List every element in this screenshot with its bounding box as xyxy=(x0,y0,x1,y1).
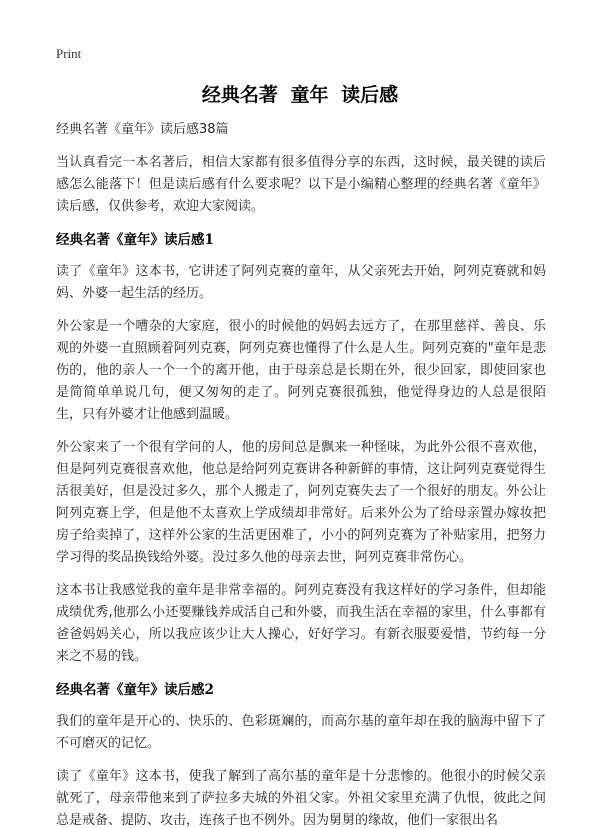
article-body xyxy=(56,120,546,828)
section-2-paragraph-2: 读了《童年》这本书，使我了解到了高尔基的童年是十分悲惨的。他很小的时候父亲就死了，母亲带他来到了萨拉多夫城的外祖父家。外祖父家里充满了仇恨，彼此之间总是戒备、提防、攻击，连孩子也不例外。因为舅舅的缘故，他们一家很出名 xyxy=(56,769,546,828)
section-1-paragraph-2: 外公家是一个嘈杂的大家庭，很小的时候他的妈妈去远方了，在那里慈祥、善良、乐观的外婆一直照顾着阿列克赛，阿列克赛也懂得了什么是人生。阿列克赛的"童年是悲伤的，他的亲人一个一个的离开他，由于母亲总是长期在外，很少回家，即使回家也是简简单单说几句，便又匆匆的走了。阿列克赛很孤独，他觉得身边的人总是很陌生，只有外婆才让他感到温暖。 xyxy=(56,319,546,422)
section-1-paragraph-1: 读了《童年》这本书，它讲述了阿列克赛的童年，从父亲死去开始，阿列克赛就和妈妈、外婆一起生活的经历。 xyxy=(56,264,546,301)
article-subtitle: 经典名著《童年》读后感38篇 xyxy=(56,122,229,137)
section-heading-2: 经典名著《童年》读后感2 xyxy=(56,682,214,698)
section-1-paragraph-4: 这本书让我感觉我的童年是非常幸福的。阿列克赛没有我这样好的学习条件，但却能成绩优秀,他那么小还要赚钱养成活自己和外婆，而我生活在幸福的家里，什么事都有爸爸妈妈关心，所以我应该少让大人操心，好好学习。有新衣服要爱惜，节约每一分来之不易的钱。 xyxy=(56,583,546,664)
intro-paragraph: 当认真看完一本名著后，相信大家都有很多值得分享的东西，这时候，最关键的读后感怎么能落下！但是读后感有什么要求呢？以下是小编精心整理的经典名著《童年》读后感，仅供参考，欢迎大家阅读。 xyxy=(56,155,546,214)
page-title: 经典名著 童年 读后感 xyxy=(201,84,399,106)
section-2-paragraph-1: 我们的童年是开心的、快乐的、色彩斑斓的，而高尔基的童年却在我的脑海中留下了不可磨灭的记忆。 xyxy=(56,714,546,751)
section-heading-1: 经典名著《童年》读后感1 xyxy=(56,232,214,248)
print-link[interactable]: Print xyxy=(56,46,82,61)
section-1-paragraph-3: 外公家来了一个很有学问的人，他的房间总是飘来一种怪味，为此外公很不喜欢他，但是阿列克赛很喜欢他，他总是给阿列克赛讲各种新鲜的事情，这让阿列克赛觉得生活很美好，但是没过多久，那个人搬走了，阿列克赛失去了一个很好的朋友。外公让阿列克赛上学，但是他不太喜欢上学成绩却非常好。后来外公为了给母亲置办嫁妆把房子给卖掉了，这样外公家的生活更困难了，小小的阿列克赛为了补贴家用，把努力学习得的奖品换钱给外婆。没过多久他的母亲去世，阿列克赛非常伤心。 xyxy=(56,440,546,565)
